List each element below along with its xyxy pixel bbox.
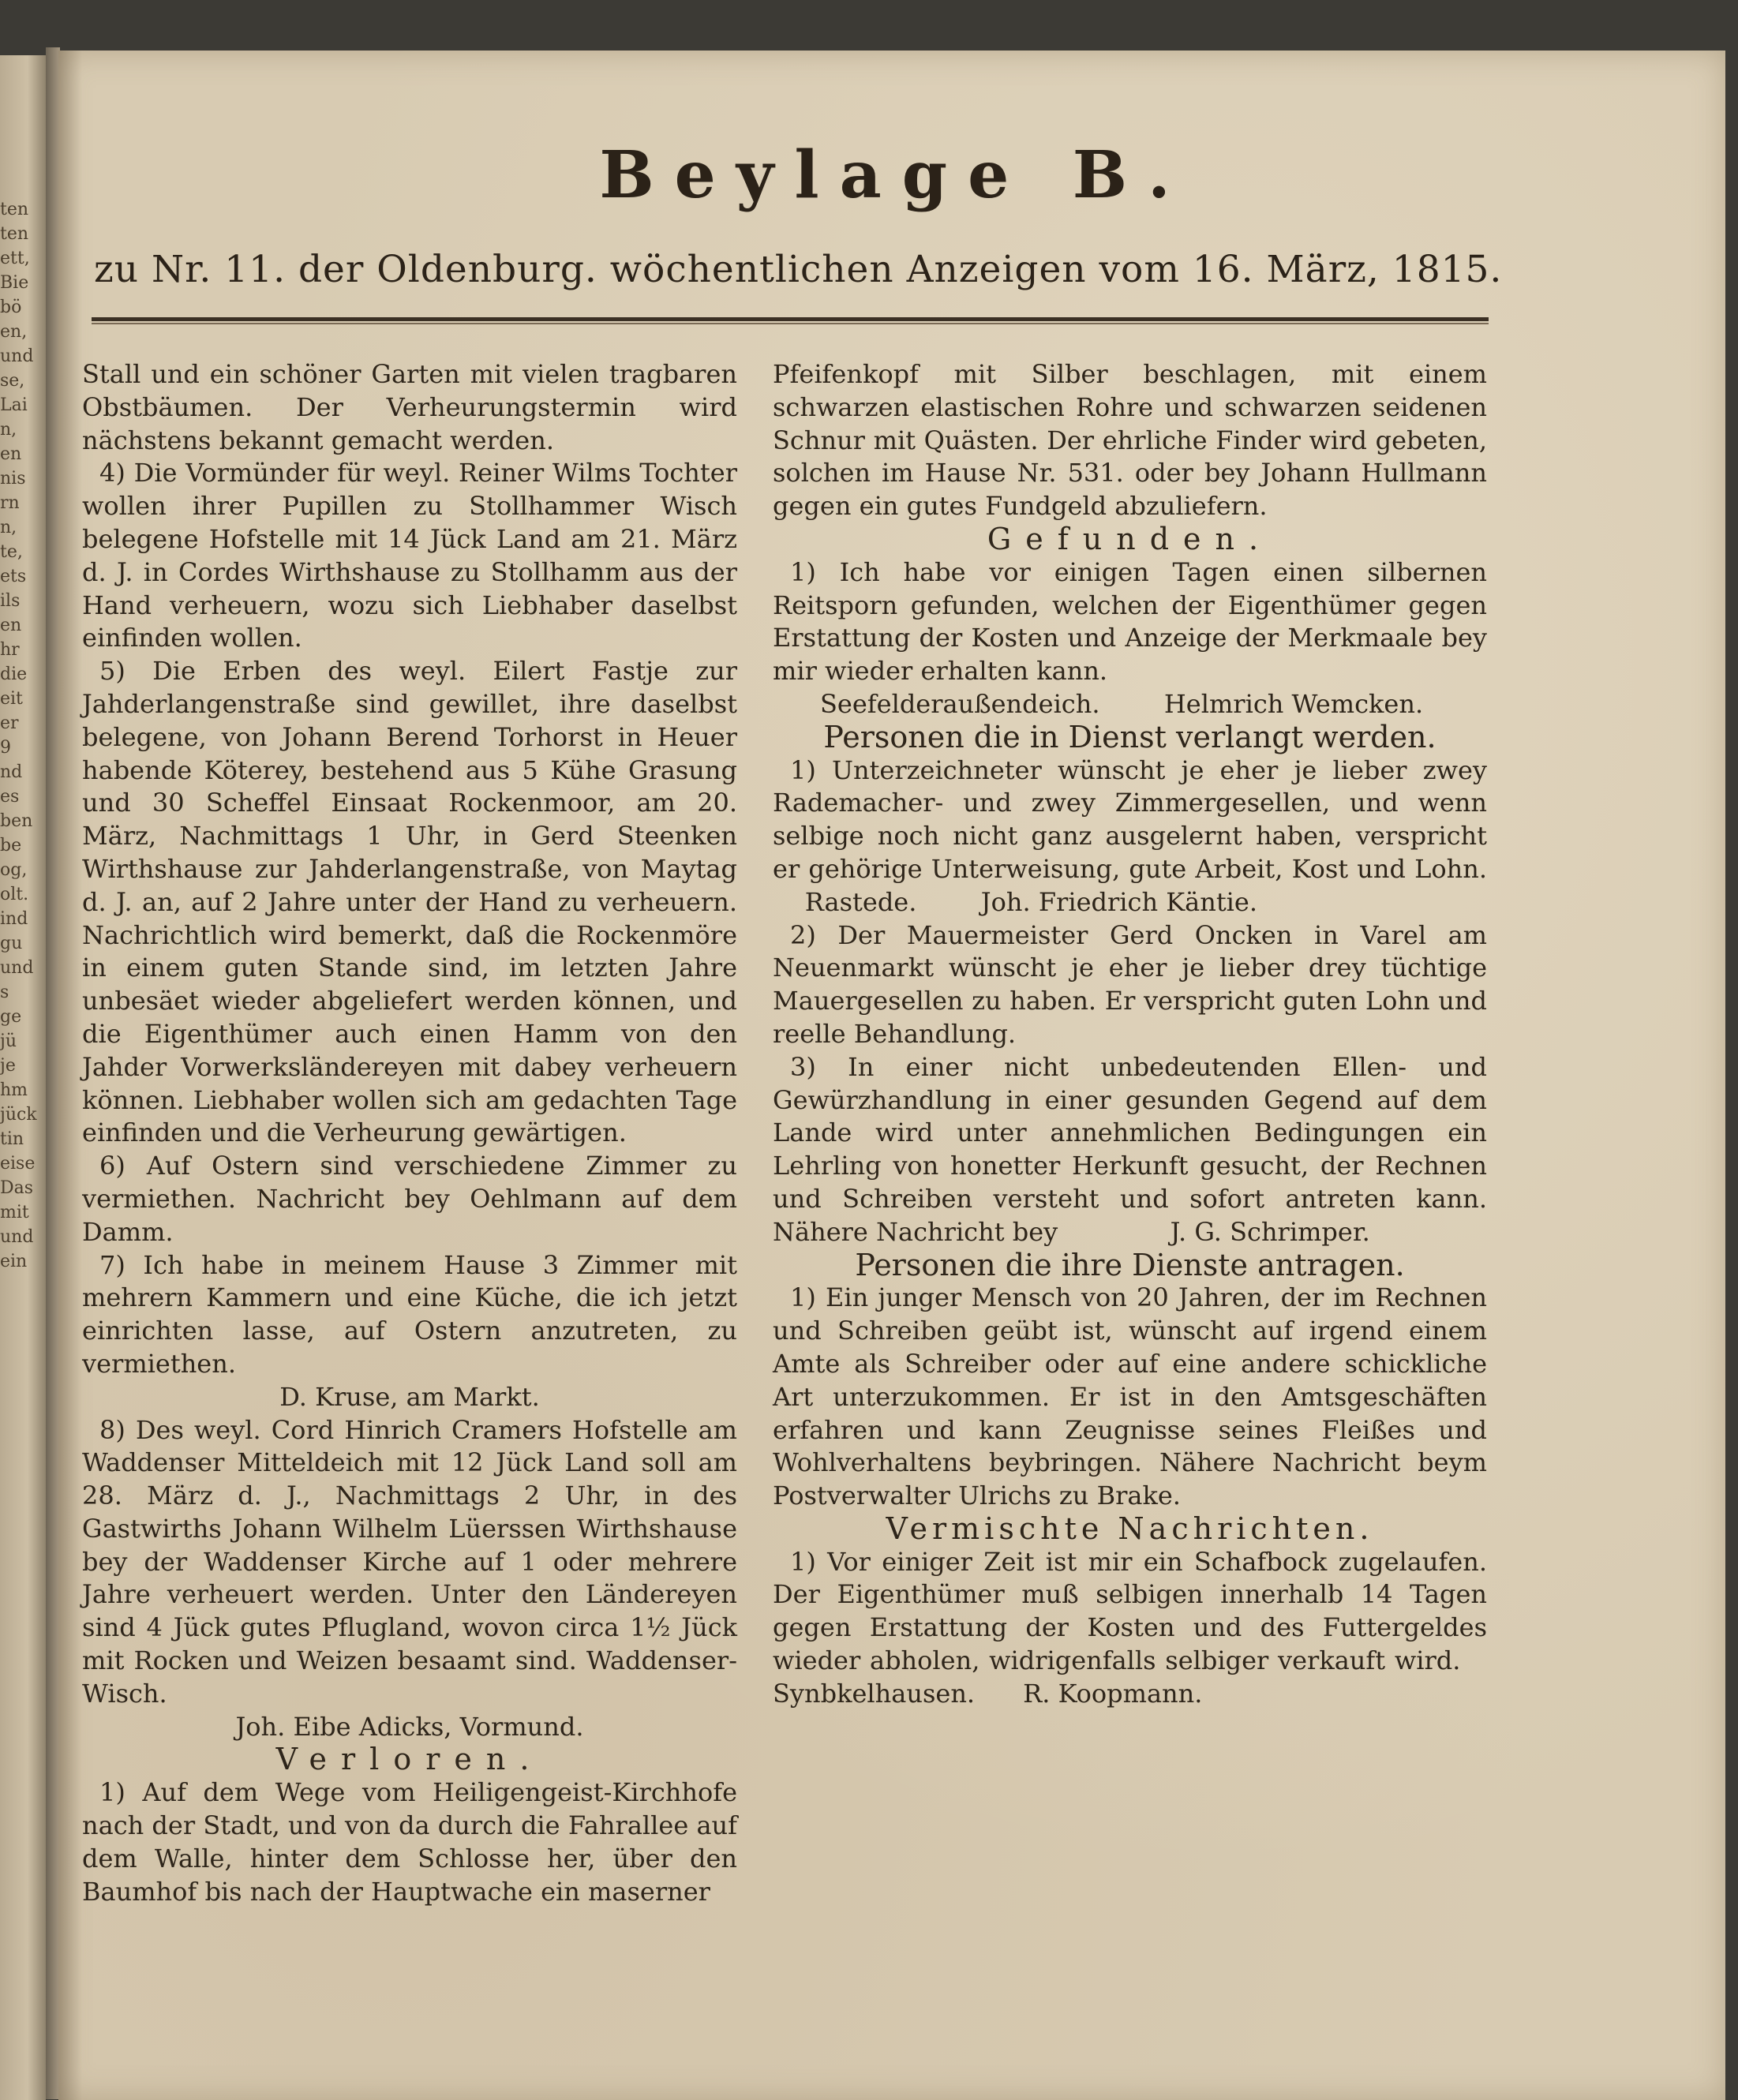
previous-page-fragment: en [0,444,22,464]
previous-page-fragment: nd [0,762,23,782]
previous-page-fragment: tin [0,1129,24,1149]
previous-page-fragment: er [0,713,19,733]
previous-page-fragment: mit [0,1203,29,1222]
previous-page-fragment: ett, [0,249,30,268]
previous-page-fragment: gu [0,934,23,953]
previous-page-fragment: hm [0,1080,28,1100]
misc-1-text: 1) Vor einiger Zeit ist mir ein Schafbock zugelaufen. Der Eigenthümer muß selbigen innerhalb 14 Tagen gegen Erstattung der Kosten und des Futtergeldes wieder abholen, widrigenfalls selbiger verkauft wird. [773,1546,1487,1676]
previous-page-fragment: Das [0,1178,34,1198]
previous-page-fragment: en [0,616,22,635]
previous-page-fragment: und [0,346,34,366]
wanted-2: 2) Der Mauermeister Gerd Oncken in Varel am Neuenmarkt wünscht je eher je lieber drey tüchtige Mauergesellen zu haben. Er verspricht guten Lohn und reelle Behandlung. [773,919,1487,1049]
right-column [773,358,1487,1711]
header-rule [92,317,1489,321]
previous-page-fragment: ten [0,200,29,219]
previous-page-fragment: ge [0,1007,22,1027]
page-subtitle: zu Nr. 11. der Oldenburg. wöchentlichen Anzeigen vom 16. März, 1815. [94,248,1503,291]
misc-1 [773,1546,1487,1711]
previous-page-fragment: n, [0,420,17,440]
previous-page-fragment: ils [0,591,21,611]
section-heading-dienst-verlangt: Personen die in Dienst verlangt werden. [823,719,1436,754]
found-item-1-signature [773,688,1487,721]
previous-page-fragment: bö [0,298,22,317]
left-column [82,358,737,1908]
notice-7: 7) Ich habe in meinem Hause 3 Zimmer mit mehrern Kammern und eine Küche, die ich jetzt einrichten lasse, auf Ostern anzutreten, zu vermiethen. [82,1249,737,1379]
previous-page-fragment: te, [0,542,23,562]
previous-page-fragment: und [0,1227,34,1247]
previous-page-fragment: ind [0,909,28,929]
page-fold-shadow [58,51,82,2100]
wanted-3 [773,1051,1487,1249]
previous-page-fragment: ets [0,567,27,586]
section-heading-vermischte: Vermischte Nachrichten. [886,1510,1374,1546]
notice-8-signature: Joh. Eibe Adicks, Vormund. [235,1711,584,1742]
paragraph-continued: Stall und ein schöner Garten mit vielen tragbaren Obstbäumen. Der Verheurungstermin wird nächstens bekannt gemacht werden. [82,359,737,455]
wanted-1-place: Rastede. [804,886,917,917]
wanted-3-text: 3) In einer nicht unbedeutenden Ellen- und Gewürzhandlung in einer gesunden Gegend auf dem Lande wird unter annehmlichen Bedingungen ein Lehrling von honetter Herkunft gesucht, der Rechnen und Schreiben versteht und sofort antreten kann. [773,1051,1487,1214]
previous-page-fragment: se, [0,371,25,391]
previous-page-fragment: ein [0,1252,28,1271]
previous-page-edge [0,55,46,2100]
previous-page-fragment: es [0,787,20,807]
previous-page-fragment: Bie [0,273,29,293]
previous-page-fragment: olt. [0,885,29,904]
lost-item-1: 1) Auf dem Wege vom Heiligengeist-Kirchhofe nach der Stadt, und von da durch die Fahrallee auf dem Walle, hinter dem Schlosse her, über den Baumhof bis nach der Hauptwache ein maserner [82,1777,737,1907]
lost-item-1-continued: Pfeifenkopf mit Silber beschlagen, mit einem schwarzen elastischen Rohre und schwarzen seidenen Schnur mit Quästen. Der ehrliche Finder wird gebeten, solchen im Hause Nr. 531. oder bey Johann Hullmann gegen ein gutes Fundgeld abzuliefern. [773,359,1487,522]
previous-page-fragment: ben [0,811,33,831]
found-item-1: 1) Ich habe vor einigen Tagen einen silbernen Reitsporn gefunden, welchen der Eigenthümer gegen Erstattung der Kosten und Anzeige der Merkmaale bey mir wieder erhalten kann. [773,556,1487,687]
previous-page-fragment: und [0,958,34,978]
previous-page-fragment: je [0,1056,16,1076]
misc-1-place: Synbkelhausen. [773,1678,976,1709]
page-title: Beylage B. [599,137,1191,213]
found-item-1-place: Seefelderaußendeich. [820,688,1100,719]
previous-page-text-fragments [0,197,41,2012]
previous-page-fragment: eise [0,1154,36,1174]
previous-page-fragment: eit [0,689,23,709]
previous-page-fragment: nis [0,469,26,489]
previous-page-fragment: rn [0,493,20,513]
previous-page-fragment: og, [0,860,28,880]
document-page [58,51,1725,2100]
notice-5: 5) Die Erben des weyl. Eilert Fastje zur Jahderlangenstraße sind gewillet, ihre daselbst belegene, von Johann Berend Torhorst in Heuer habende Köterey, bestehend aus 5 Kühe Grasung und 30 Scheffel Einsaat Rockenmoor, am 20. März, Nachmittags 1 Uhr, in Gerd Steenken Wirthshause zur Jahderlangenstraße, von Maytag d. J. an, auf 2 Jahre unter der Hand zu verheuern. Nachrichtlich wird bemerkt, daß die Rockenmöre in einem guten Stande sind, im letzten Jahre unbesäet wieder abgeliefert werden können, und die Eigenthümer auch einen Hamm von den Jahder Vorwerksländereyen mit dabey verheuern können. Liebhaber wollen sich am gedachten Tage einfinden und die Verheurung gewärtigen. [82,656,737,1148]
previous-page-fragment: jü [0,1031,17,1051]
previous-page-fragment: die [0,664,28,684]
previous-page-fragment: Lai [0,395,28,415]
misc-1-name: R. Koopmann. [1023,1678,1203,1709]
wanted-1-text: 1) Unterzeichneter wünscht je eher je lieber zwey Rademacher- und zwey Zimmergesellen, und wenn selbige noch nicht ganz ausgelernt haben, verspricht er gehörige Unterweisung, gute Arbeit, Kost und Lohn. [773,754,1487,884]
previous-page-fragment: s [0,983,9,1002]
previous-page-fragment: ten [0,224,29,244]
notice-7-signature: D. Kruse, am Markt. [279,1381,540,1412]
header-rule-thin [92,323,1489,324]
previous-page-fragment: 9 [0,738,11,758]
notice-4: 4) Die Vormünder für weyl. Reiner Wilms Tochter wollen ihrer Pupillen zu Stollhammer Wisch belegene Hofstelle mit 14 Jück Land am 21. März d. J. in Cordes Wirthshause zu Stollhamm aus der Hand verheuern, wozu sich Liebhaber daselbst einfinden wollen. [82,458,737,653]
wanted-3-ref: Nähere Nachricht bey [773,1216,1058,1247]
previous-page-fragment: jück [0,1105,37,1125]
offer-1: 1) Ein junger Mensch von 20 Jahren, der im Rechnen und Schreiben geübt ist, wünscht auf irgend einem Amte als Schreiber oder auf eine andere schickliche Art unterzukommen. Er ist in den Amtsgeschäften erfahren und kann Zeugnisse seines Fleißes und Wohlverhaltens beybringen. Nähere Nachricht beym Postverwalter Ulrichs zu Brake. [773,1282,1487,1511]
previous-page-fragment: hr [0,640,20,660]
notice-8: 8) Des weyl. Cord Hinrich Cramers Hofstelle am Waddenser Mitteldeich mit 12 Jück Land soll am 28. März d. J., Nachmittags 2 Uhr, in des Gastwirths Johann Wilhelm Lüerssen Wirthshause bey der Waddenser Kirche auf 1 oder mehrere Jahre verheuert werden. Unter den Ländereyen sind 4 Jück gutes Pflugland, wovon circa 1½ Jück mit Rocken und Weizen besaamt sind. Waddenser-Wisch. [82,1414,737,1709]
previous-page-fragment: n, [0,518,17,537]
wanted-3-name: J. G. Schrimper. [1170,1216,1370,1247]
previous-page-fragment: en, [0,322,28,342]
found-item-1-name: Helmrich Wemcken. [1163,688,1424,719]
wanted-1-name: Joh. Friedrich Käntie. [980,886,1258,917]
section-heading-dienste-antragen: Personen die ihre Dienste antragen. [855,1247,1405,1282]
wanted-1 [773,754,1487,919]
section-heading-gefunden: Gefunden. [987,521,1273,556]
section-heading-verloren: Verloren. [275,1742,544,1777]
notice-6: 6) Auf Ostern sind verschiedene Zimmer zu vermiethen. Nachricht bey Oehlmann auf dem Damm. [82,1151,737,1247]
previous-page-fragment: be [0,836,22,855]
